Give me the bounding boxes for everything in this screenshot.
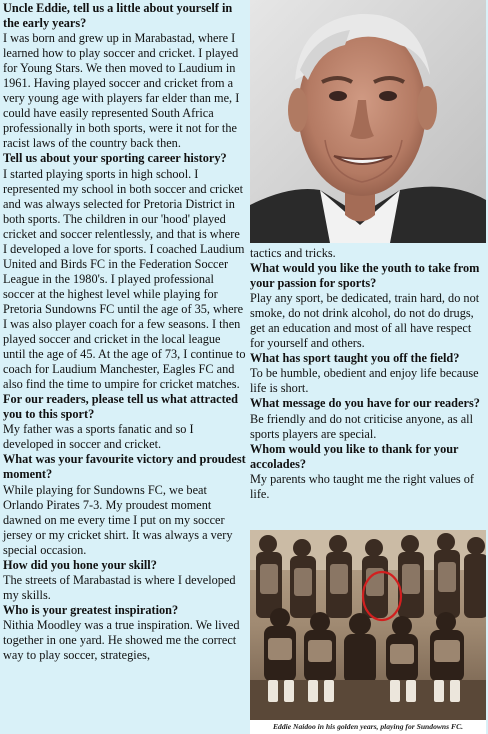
answer: I started playing sports in high school. I represented my school in both soccer and cricket and was always selected for Pretoria District in both sports. The children in our 'hood' played cricket and soccer relentlessly, and that is where I developed a love for sports. I coached Laudium United and Birds FC in the Federation Soccer League in the 1980's. I played professional soccer at the highest level while playing for Pretoria Sundowns FC until the age of 35, where I was also player coach for a few seasons. I then played soccer and cricket in the local league until the age of 45. At the age of 73, I continue to coach for Laudium Manchester, Eagles FC and also find the time to umpire for cricket matches. bbox=[3, 166, 246, 392]
qa-section bbox=[250, 442, 486, 502]
answer: To be humble, obedient and enjoy life because life is short. bbox=[250, 366, 479, 396]
portrait-image bbox=[250, 0, 486, 243]
question: Tell us about your sporting career history? bbox=[3, 151, 227, 166]
left-column bbox=[3, 1, 246, 663]
qa-section bbox=[250, 261, 486, 351]
question: What was your favourite victory and proudest moment? bbox=[3, 452, 246, 482]
answer: My father was a sports fanatic and so I developed in soccer and cricket. bbox=[3, 422, 194, 452]
qa-section bbox=[3, 151, 246, 392]
photo-caption: Eddie Naidoo in his golden years, playing for Sundowns FC. bbox=[250, 720, 486, 734]
question: Whom would you like to thank for your accolades? bbox=[250, 441, 459, 471]
qa-section bbox=[250, 396, 486, 441]
team-photo bbox=[250, 530, 486, 720]
answer: My parents who taught me the right values of life. bbox=[250, 471, 475, 501]
qa-section bbox=[3, 452, 246, 557]
qa-section bbox=[3, 392, 246, 452]
answer: Play any sport, be dedicated, train hard, do not smoke, do not drink alcohol, do not do drugs, get an education and most of all have respect for yourself and others. bbox=[250, 291, 480, 351]
question: What has sport taught you off the field? bbox=[250, 351, 460, 366]
question: For our readers, please tell us what attracted you to this sport? bbox=[3, 392, 238, 422]
answer: Nithia Moodley was a true inspiration. We lived together in one yard. He showed me the correct way to play soccer, strategies, bbox=[3, 617, 240, 663]
qa-section bbox=[3, 1, 246, 151]
qa-section bbox=[3, 603, 246, 663]
answer: While playing for Sundowns FC, we beat Orlando Pirates 7-3. My proudest moment dawned on me every time I put on my soccer jersey or my cricket shirt. It was always a very special occasion. bbox=[3, 482, 233, 557]
qa-section bbox=[250, 351, 486, 396]
right-column bbox=[250, 246, 486, 502]
question: How did you hone your skill? bbox=[3, 557, 157, 572]
answer-continuation: tactics and tricks. bbox=[250, 246, 336, 260]
question: Uncle Eddie, tell us a little about yourself in the early years? bbox=[3, 1, 233, 31]
portrait-photo bbox=[250, 0, 486, 243]
question: Who is your greatest inspiration? bbox=[3, 602, 179, 617]
team-image bbox=[250, 530, 486, 720]
answer: The streets of Marabastad is where I developed my skills. bbox=[3, 572, 236, 602]
answer: Be friendly and do not criticise anyone, as all sports players are special. bbox=[250, 411, 473, 441]
qa-section bbox=[3, 558, 246, 603]
question: What would you like the youth to take from your passion for sports? bbox=[250, 261, 480, 291]
question: What message do you have for our readers? bbox=[250, 396, 480, 411]
answer: I was born and grew up in Marabastad, where I learned how to play soccer and cricket. I played for Young Stars. We then moved to Laudium in 1961. Having played soccer and cricket from a very young age with players far elder than me, I could have easily represented South Africa professionally in both sports, were it not for the racist laws of the country back then. bbox=[3, 31, 240, 151]
